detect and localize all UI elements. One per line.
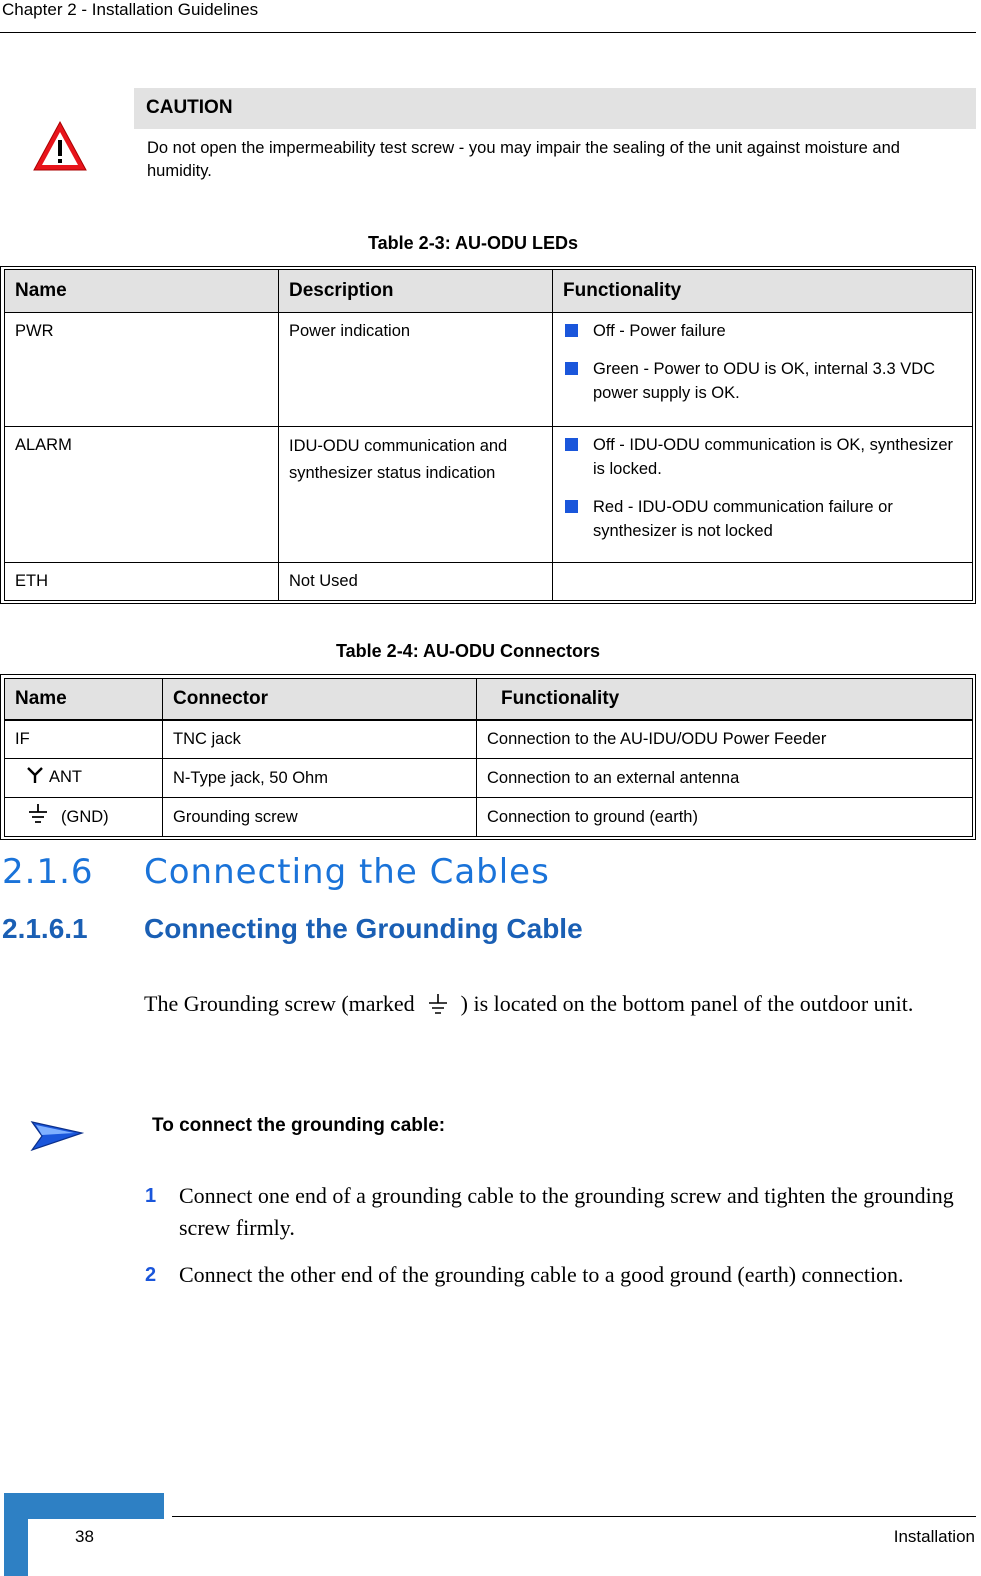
footer-section-name: Installation xyxy=(893,1527,975,1546)
table-leds xyxy=(4,269,973,601)
connector-name: IF xyxy=(5,720,163,759)
paragraph-text-after: ) is located on the bottom panel of the outdoor unit. xyxy=(460,991,914,1016)
connector-functionality: Connection to the AU-IDU/ODU Power Feeder xyxy=(477,720,973,759)
table-header-row xyxy=(5,679,973,720)
step-text: Connect one end of a grounding cable to the grounding screw and tighten the grounding screw firmly. xyxy=(179,1183,954,1240)
list-item: Green - Power to ODU is OK, internal 3.3 VDC power supply is OK. xyxy=(563,357,962,405)
connector-name-cell xyxy=(5,798,163,837)
procedure-step xyxy=(145,1259,979,1291)
table-connectors-caption: Table 2-4: AU-ODU Connectors xyxy=(336,641,601,661)
led-description: Power indication xyxy=(279,313,553,427)
connector-name-cell xyxy=(5,759,163,798)
led-name: PWR xyxy=(5,313,279,427)
subsection-title: Connecting the Grounding Cable xyxy=(144,913,583,944)
procedure-title: To connect the grounding cable: xyxy=(152,1115,446,1136)
column-header: Functionality xyxy=(477,679,973,720)
led-description: Not Used xyxy=(279,563,553,601)
section-heading xyxy=(2,852,550,892)
warning-triangle-icon xyxy=(32,120,88,172)
page-number: 38 xyxy=(75,1527,94,1546)
list-item: Off - Power failure xyxy=(563,319,962,343)
list-item: Off - IDU-ODU communication is OK, synthesizer is locked. xyxy=(563,433,962,481)
connector-type: Grounding screw xyxy=(163,798,477,837)
subsection-heading xyxy=(2,913,583,945)
led-functionality xyxy=(553,563,973,601)
column-header: Connector xyxy=(163,679,477,720)
table-row xyxy=(5,563,973,601)
footer-rule xyxy=(172,1516,976,1517)
table-row xyxy=(5,798,973,837)
connector-functionality: Connection to ground (earth) xyxy=(477,798,973,837)
arrow-right-icon xyxy=(30,1114,84,1152)
step-number: 1 xyxy=(145,1185,157,1207)
body-paragraph xyxy=(144,985,974,1022)
step-number: 2 xyxy=(145,1264,157,1286)
connector-name: (GND) xyxy=(61,807,109,826)
section-number: 2.1.6 xyxy=(2,852,94,892)
antenna-icon xyxy=(27,766,43,791)
ground-icon xyxy=(415,993,461,1019)
caution-heading: CAUTION xyxy=(146,97,233,118)
step-text: Connect the other end of the grounding cable to a good ground (earth) connection. xyxy=(179,1262,904,1287)
table-leds-caption: Table 2-3: AU-ODU LEDs xyxy=(368,233,579,253)
connector-type: N-Type jack, 50 Ohm xyxy=(163,759,477,798)
table-row xyxy=(5,759,973,798)
header-rule xyxy=(0,32,976,33)
led-name: ETH xyxy=(5,563,279,601)
running-header-title: Chapter 2 - Installation Guidelines xyxy=(2,0,259,19)
ground-icon xyxy=(27,803,49,832)
list-item: Red - IDU-ODU communication failure or synthesizer is not locked xyxy=(563,495,962,543)
column-header: Name xyxy=(5,270,279,313)
column-header: Name xyxy=(5,679,163,720)
connector-name: ANT xyxy=(49,768,82,787)
table-row xyxy=(5,313,973,427)
section-title: Connecting the Cables xyxy=(144,852,550,892)
subsection-number: 2.1.6.1 xyxy=(2,913,88,944)
led-description: IDU-ODU communication and synthesizer status indication xyxy=(279,427,553,563)
column-header: Description xyxy=(279,270,553,313)
led-functionality xyxy=(553,313,973,427)
connector-type: TNC jack xyxy=(163,720,477,759)
table-row xyxy=(5,720,973,759)
connector-functionality: Connection to an external antenna xyxy=(477,759,973,798)
paragraph-text-before: The Grounding screw (marked xyxy=(144,991,415,1016)
procedure-step xyxy=(145,1180,979,1244)
caution-heading-bar xyxy=(134,88,976,129)
footer-accent-bar xyxy=(4,1493,164,1519)
table-header-row xyxy=(5,270,973,313)
led-name: ALARM xyxy=(5,427,279,563)
caution-text: Do not open the impermeability test screw - you may impair the sealing of the unit against moisture and humidity. xyxy=(147,139,900,180)
column-header: Functionality xyxy=(553,270,973,313)
footer-accent-bar xyxy=(4,1493,28,1576)
table-connectors xyxy=(4,678,973,837)
led-functionality xyxy=(553,427,973,563)
table-row xyxy=(5,427,973,563)
